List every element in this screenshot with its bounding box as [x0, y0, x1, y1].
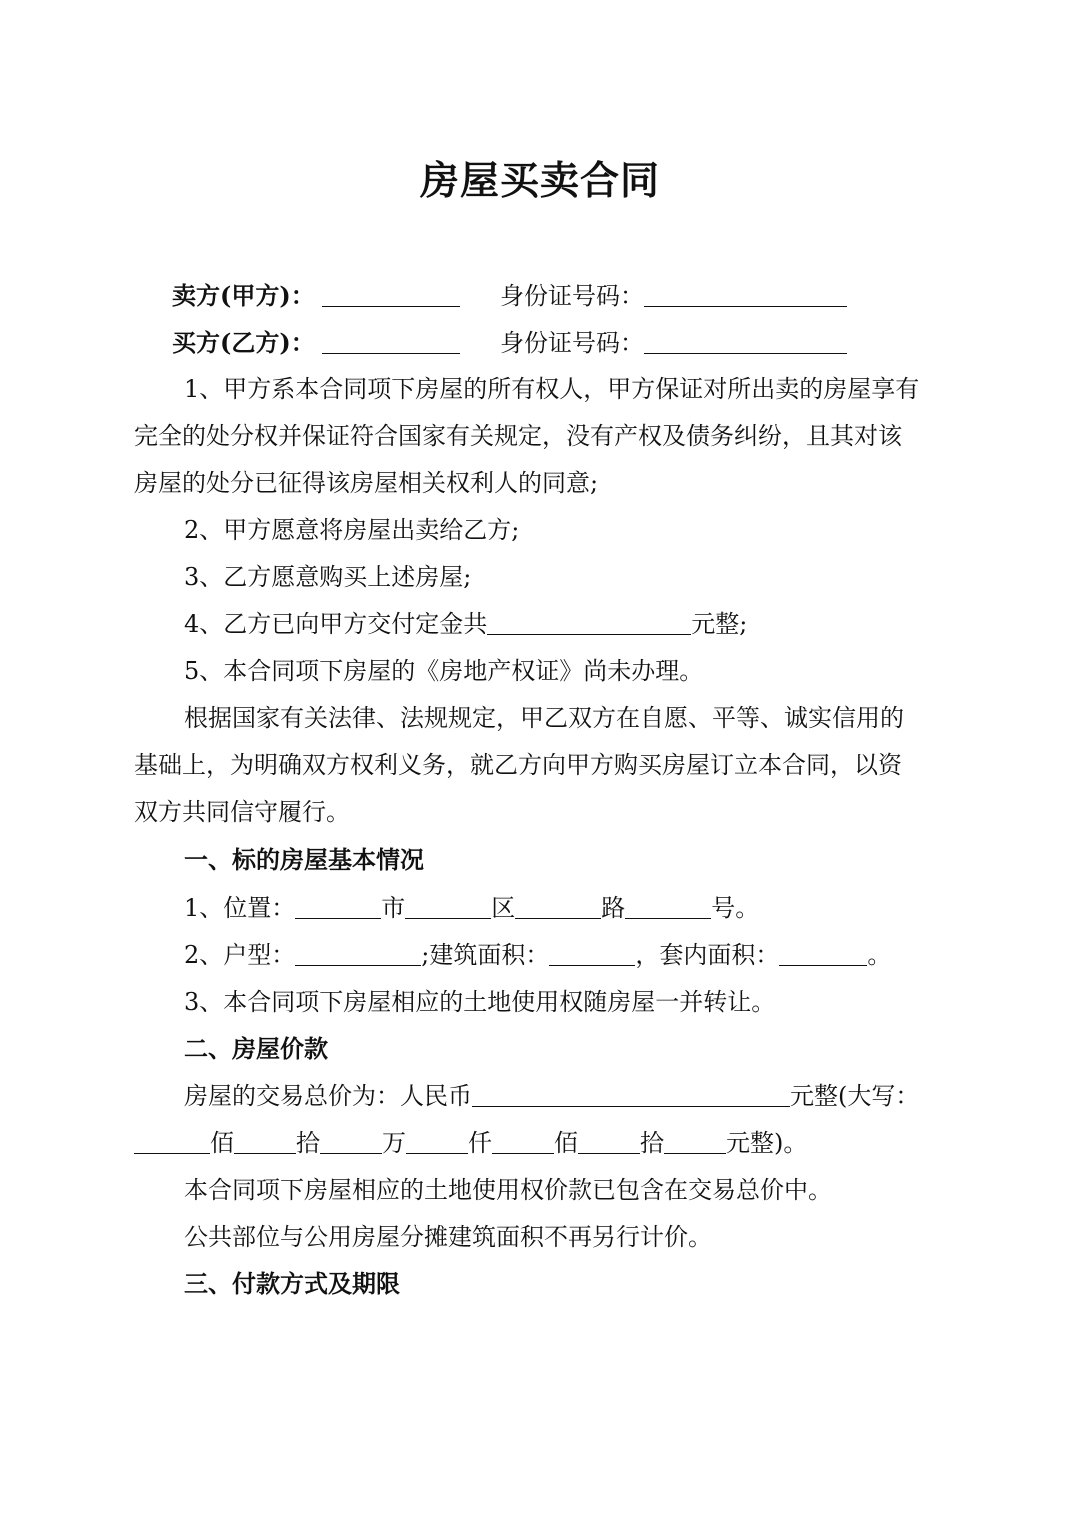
building-area-blank[interactable] [549, 938, 635, 966]
road-label: 路 [601, 894, 626, 922]
price-words-blank[interactable] [578, 1126, 640, 1154]
unit-label: 佰 [554, 1129, 578, 1157]
clause-4 [184, 607, 1004, 641]
buyer-row [172, 326, 992, 360]
buyer-id-label: 身份证号码： [500, 329, 644, 357]
price-words-blank[interactable] [234, 1126, 296, 1154]
document-title: 房屋买卖合同 [419, 159, 660, 204]
location-label: 1、位置： [184, 894, 296, 922]
type-end: 。 [867, 941, 892, 969]
seller-label: 卖方(甲方)： [172, 281, 315, 310]
buyer-name-blank[interactable] [322, 326, 460, 354]
city-blank[interactable] [295, 891, 381, 919]
clause-1-line-3: 房屋的处分已征得该房屋相关权利人的同意; [134, 469, 599, 497]
building-area-label: ;建筑面积： [421, 941, 550, 969]
inner-area-blank[interactable] [779, 938, 867, 966]
price-suffix: 元整(大写： [790, 1082, 920, 1110]
clause-3: 3、乙方愿意购买上述房屋; [184, 563, 472, 591]
clause-1-line-2: 完全的处分权并保证符合国家有关规定，没有产权及债务纠纷，且其对该 [134, 422, 902, 450]
section-1-heading: 一、标的房屋基本情况 [184, 845, 424, 874]
land-price-note: 本合同项下房屋相应的土地使用权价款已包含在交易总价中。 [184, 1176, 832, 1204]
buyer-id-blank[interactable] [644, 326, 847, 354]
clause-5: 5、本合同项下房屋的《房地产权证》尚未办理。 [184, 657, 704, 685]
seller-id-blank[interactable] [644, 279, 847, 307]
price-words-blank[interactable] [492, 1126, 554, 1154]
road-blank[interactable] [515, 891, 601, 919]
seller-id-label: 身份证号码： [500, 282, 644, 310]
unit-label: 佰 [210, 1129, 234, 1157]
district-label: 区 [491, 894, 516, 922]
unit-label: 仟 [468, 1129, 492, 1157]
price-words-blank[interactable] [664, 1126, 726, 1154]
city-label: 市 [381, 894, 406, 922]
clause-2: 2、甲方愿意将房屋出卖给乙方; [184, 516, 520, 544]
basis-line-3: 双方共同信守履行。 [134, 798, 350, 826]
unit-label: 万 [382, 1129, 406, 1157]
buyer-label: 买方(乙方)： [172, 328, 315, 357]
land-use-clause: 3、本合同项下房屋相应的土地使用权随房屋一并转让。 [184, 988, 776, 1016]
price-words-blank[interactable] [134, 1126, 210, 1154]
price-words-blank[interactable] [320, 1126, 382, 1154]
price-words-blank[interactable] [406, 1126, 468, 1154]
basis-line-1: 根据国家有关法律、法规规定，甲乙双方在自愿、平等、诚实信用的 [184, 704, 904, 732]
deposit-amount-blank[interactable] [487, 607, 691, 635]
type-label: 2、户型： [184, 941, 296, 969]
deposit-suffix: 元整; [691, 610, 748, 638]
price-words-row [134, 1126, 954, 1160]
basis-line-2: 基础上，为明确双方权利义务，就乙方向甲方购买房屋订立本合同，以资 [134, 751, 902, 779]
number-blank[interactable] [625, 891, 711, 919]
shared-area-note: 公共部位与公用房屋分摊建筑面积不再另行计价。 [184, 1223, 712, 1251]
price-row [184, 1079, 1004, 1113]
section-3-heading: 三、付款方式及期限 [184, 1269, 400, 1298]
unit-label: 拾 [640, 1129, 664, 1157]
number-label: 号。 [711, 894, 760, 922]
house-type-blank[interactable] [295, 938, 421, 966]
deposit-label: 4、乙方已向甲方交付定金共 [184, 610, 488, 638]
district-blank[interactable] [405, 891, 491, 919]
type-row [184, 938, 1004, 972]
inner-area-label: ，套内面积： [635, 941, 780, 969]
unit-label: 元整)。 [726, 1129, 808, 1157]
clause-1-line-1: 1、甲方系本合同项下房屋的所有权人，甲方保证对所出卖的房屋享有 [184, 375, 920, 403]
unit-label: 拾 [296, 1129, 320, 1157]
location-row [184, 891, 1004, 925]
seller-row [172, 279, 992, 313]
price-amount-blank[interactable] [472, 1079, 790, 1107]
section-2-heading: 二、房屋价款 [184, 1034, 328, 1063]
price-label: 房屋的交易总价为：人民币 [184, 1082, 472, 1110]
seller-name-blank[interactable] [322, 279, 460, 307]
